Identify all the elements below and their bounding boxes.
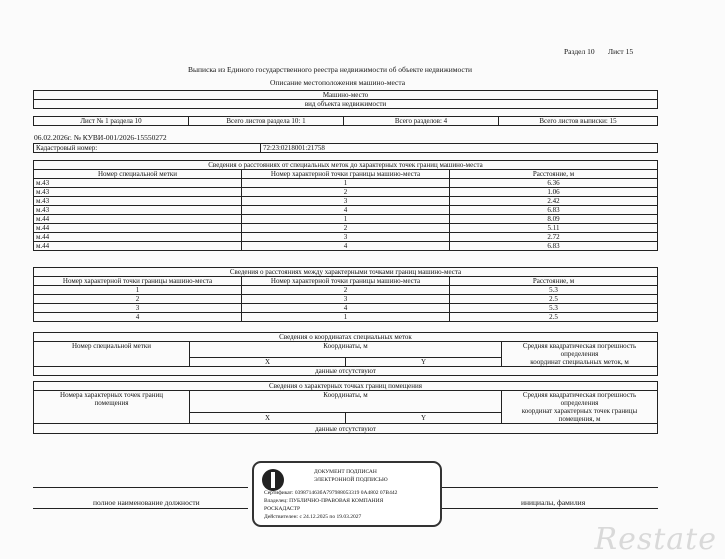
marks-distance-cell: м.44 <box>34 242 242 251</box>
points-coords-col3-line2: определения <box>560 399 599 407</box>
points-coords-col1 <box>34 391 190 424</box>
points-coords-title: Сведения о характерных точках границ помещения <box>34 382 658 391</box>
sheets-table <box>33 116 658 126</box>
marks-distance-cell: м.43 <box>34 188 242 197</box>
marks-distance-cell: 4 <box>242 206 450 215</box>
sheet-of-section: Лист № 1 раздела 10 <box>34 117 189 126</box>
marks-distance-cell: 3 <box>242 197 450 206</box>
marks-distance-cell: 8.09 <box>450 215 658 224</box>
marks-coords-col3-line1: Средняя квадратическая погрешность <box>522 342 637 350</box>
points-coords-col3-line4: помещения, м <box>558 415 601 423</box>
points-distance-row <box>34 313 658 322</box>
document-subtitle: Описание местоположения машино-места <box>270 78 406 87</box>
marks-coords-x: X <box>190 358 346 367</box>
stamp-certificate: Сертификат: 03987146ЗбА797988053319 0А4802 07В442 <box>264 490 398 496</box>
cadastral-value: 72:23:0218001:21758 <box>261 144 658 153</box>
marks-distance-cell: м.44 <box>34 215 242 224</box>
points-coords-col3-line3: координат характерных точек границы <box>521 407 638 415</box>
marks-distance-cell: 6.83 <box>450 206 658 215</box>
marks-coords-col1: Номер специальной метки <box>34 342 190 367</box>
marks-distance-cell: 6.83 <box>450 242 658 251</box>
marks-distance-header-2: Номер характерной точки границы машино-места <box>242 170 450 179</box>
marks-distance-cell: м.43 <box>34 197 242 206</box>
points-distance-row <box>34 286 658 295</box>
points-distance-header-1: Номер характерной точки границы машино-места <box>34 277 242 286</box>
section-number: Раздел 10 <box>564 47 595 56</box>
sheet-number: Лист 15 <box>608 47 634 56</box>
points-distance-cell: 2.5 <box>450 313 658 322</box>
points-distance-cell: 3 <box>242 295 450 304</box>
marks-coords-col3-line3: координат специальных меток, м <box>530 358 629 366</box>
emblem-icon <box>262 469 284 491</box>
cadastral-label: Кадастровый номер: <box>34 144 261 153</box>
marks-distance-header-3: Расстояние, м <box>450 170 658 179</box>
points-distance-cell: 4 <box>242 304 450 313</box>
object-type: Машино-место <box>34 91 658 100</box>
points-distance-cell: 5.3 <box>450 286 658 295</box>
marks-distance-cell: 3 <box>242 233 450 242</box>
stamp-owner-name: РОСКАДАСТР <box>264 506 301 512</box>
signature-line-top-right <box>440 487 658 488</box>
points-distance-cell: 2 <box>34 295 242 304</box>
marks-distance-row <box>34 179 658 188</box>
marks-distance-cell: м.43 <box>34 206 242 215</box>
points-distance-cell: 4 <box>34 313 242 322</box>
e-signature-stamp <box>252 461 442 527</box>
points-distance-table <box>33 267 658 322</box>
points-coords-x: X <box>190 413 346 424</box>
marks-distance-cell: 2.72 <box>450 233 658 242</box>
marks-distance-row <box>34 242 658 251</box>
points-distance-row <box>34 295 658 304</box>
points-distance-title: Сведения о расстояниях между характерными точками границ машино-места <box>34 268 658 277</box>
points-coords-col3-line1: Средняя квадратическая погрешность <box>522 391 637 399</box>
marks-distance-cell: 1.06 <box>450 188 658 197</box>
marks-distance-cell: м.44 <box>34 233 242 242</box>
points-coords-col2: Координаты, м <box>190 391 502 413</box>
name-caption: инициалы, фамилия <box>521 498 586 507</box>
marks-distance-cell: м.44 <box>34 224 242 233</box>
marks-distance-row <box>34 224 658 233</box>
marks-distance-row <box>34 188 658 197</box>
marks-distance-cell: 2 <box>242 224 450 233</box>
marks-distance-row <box>34 215 658 224</box>
marks-distance-header-1: Номер специальной метки <box>34 170 242 179</box>
total-sections: Всего разделов: 4 <box>344 117 499 126</box>
marks-distance-row <box>34 197 658 206</box>
marks-distance-row <box>34 233 658 242</box>
points-coords-table <box>33 381 658 434</box>
points-distance-cell: 3 <box>34 304 242 313</box>
stamp-line-1: ДОКУМЕНТ ПОДПИСАН <box>314 469 377 475</box>
object-type-table <box>33 90 658 109</box>
total-sheets-section: Всего листов раздела 10: 1 <box>189 117 344 126</box>
registration-number: 06.02.2026г. № КУВИ-001/2026-15550272 <box>34 133 167 142</box>
marks-distance-cell: 5.11 <box>450 224 658 233</box>
points-coords-col3 <box>502 391 658 424</box>
points-distance-header-3: Расстояние, м <box>450 277 658 286</box>
points-distance-header-2: Номер характерной точки границы машино-места <box>242 277 450 286</box>
stamp-line-2: ЭЛЕКТРОННОЙ ПОДПИСЬЮ <box>314 477 388 483</box>
points-distance-cell: 1 <box>34 286 242 295</box>
points-coords-absent: данные отсутствуют <box>34 424 658 434</box>
marks-coords-table <box>33 332 658 376</box>
document-title: Выписка из Единого государственного реестра недвижимости об объекте недвижимости <box>188 65 473 74</box>
signature-line-right <box>440 508 658 509</box>
stamp-owner: Владелец: ПУБЛИЧНО-ПРАВОВАЯ КОМПАНИЯ <box>264 498 384 504</box>
marks-distance-cell: 2 <box>242 188 450 197</box>
marks-distance-cell: 4 <box>242 242 450 251</box>
points-coords-col1-line1: Номера характерных точек границ <box>60 391 163 399</box>
marks-coords-col3 <box>502 342 658 367</box>
marks-distance-row <box>34 206 658 215</box>
watermark-logo: Restate <box>594 522 717 557</box>
position-caption: полное наименование должности <box>93 498 200 507</box>
points-distance-row <box>34 304 658 313</box>
stamp-validity: Действителен: с 24.12.2025 по 19.03.2027 <box>264 514 362 520</box>
cadastral-table <box>33 143 658 153</box>
marks-coords-col3-line2: определения <box>560 350 599 358</box>
marks-coords-y: Y <box>346 358 502 367</box>
points-coords-col1-line2: помещения <box>94 399 129 407</box>
marks-distance-cell: 1 <box>242 215 450 224</box>
marks-coords-col2: Координаты, м <box>190 342 502 358</box>
points-distance-cell: 1 <box>242 313 450 322</box>
marks-distance-cell: 2.42 <box>450 197 658 206</box>
points-distance-cell: 5.3 <box>450 304 658 313</box>
marks-coords-title: Сведения о координатах специальных меток <box>34 333 658 342</box>
marks-distance-cell: м.43 <box>34 179 242 188</box>
marks-coords-absent: данные отсутствуют <box>34 367 658 376</box>
signature-line-top-left <box>33 487 248 488</box>
points-distance-cell: 2 <box>242 286 450 295</box>
marks-distance-table <box>33 160 658 251</box>
points-distance-cell: 2.5 <box>450 295 658 304</box>
marks-distance-cell: 1 <box>242 179 450 188</box>
marks-distance-cell: 6.36 <box>450 179 658 188</box>
signature-line-left <box>33 508 248 509</box>
total-sheets-extract: Всего листов выписки: 15 <box>499 117 658 126</box>
object-type-caption: вид объекта недвижимости <box>34 100 658 109</box>
marks-distance-title: Сведения о расстояниях от специальных меток до характерных точек границ машино-места <box>34 161 658 170</box>
points-coords-y: Y <box>346 413 502 424</box>
